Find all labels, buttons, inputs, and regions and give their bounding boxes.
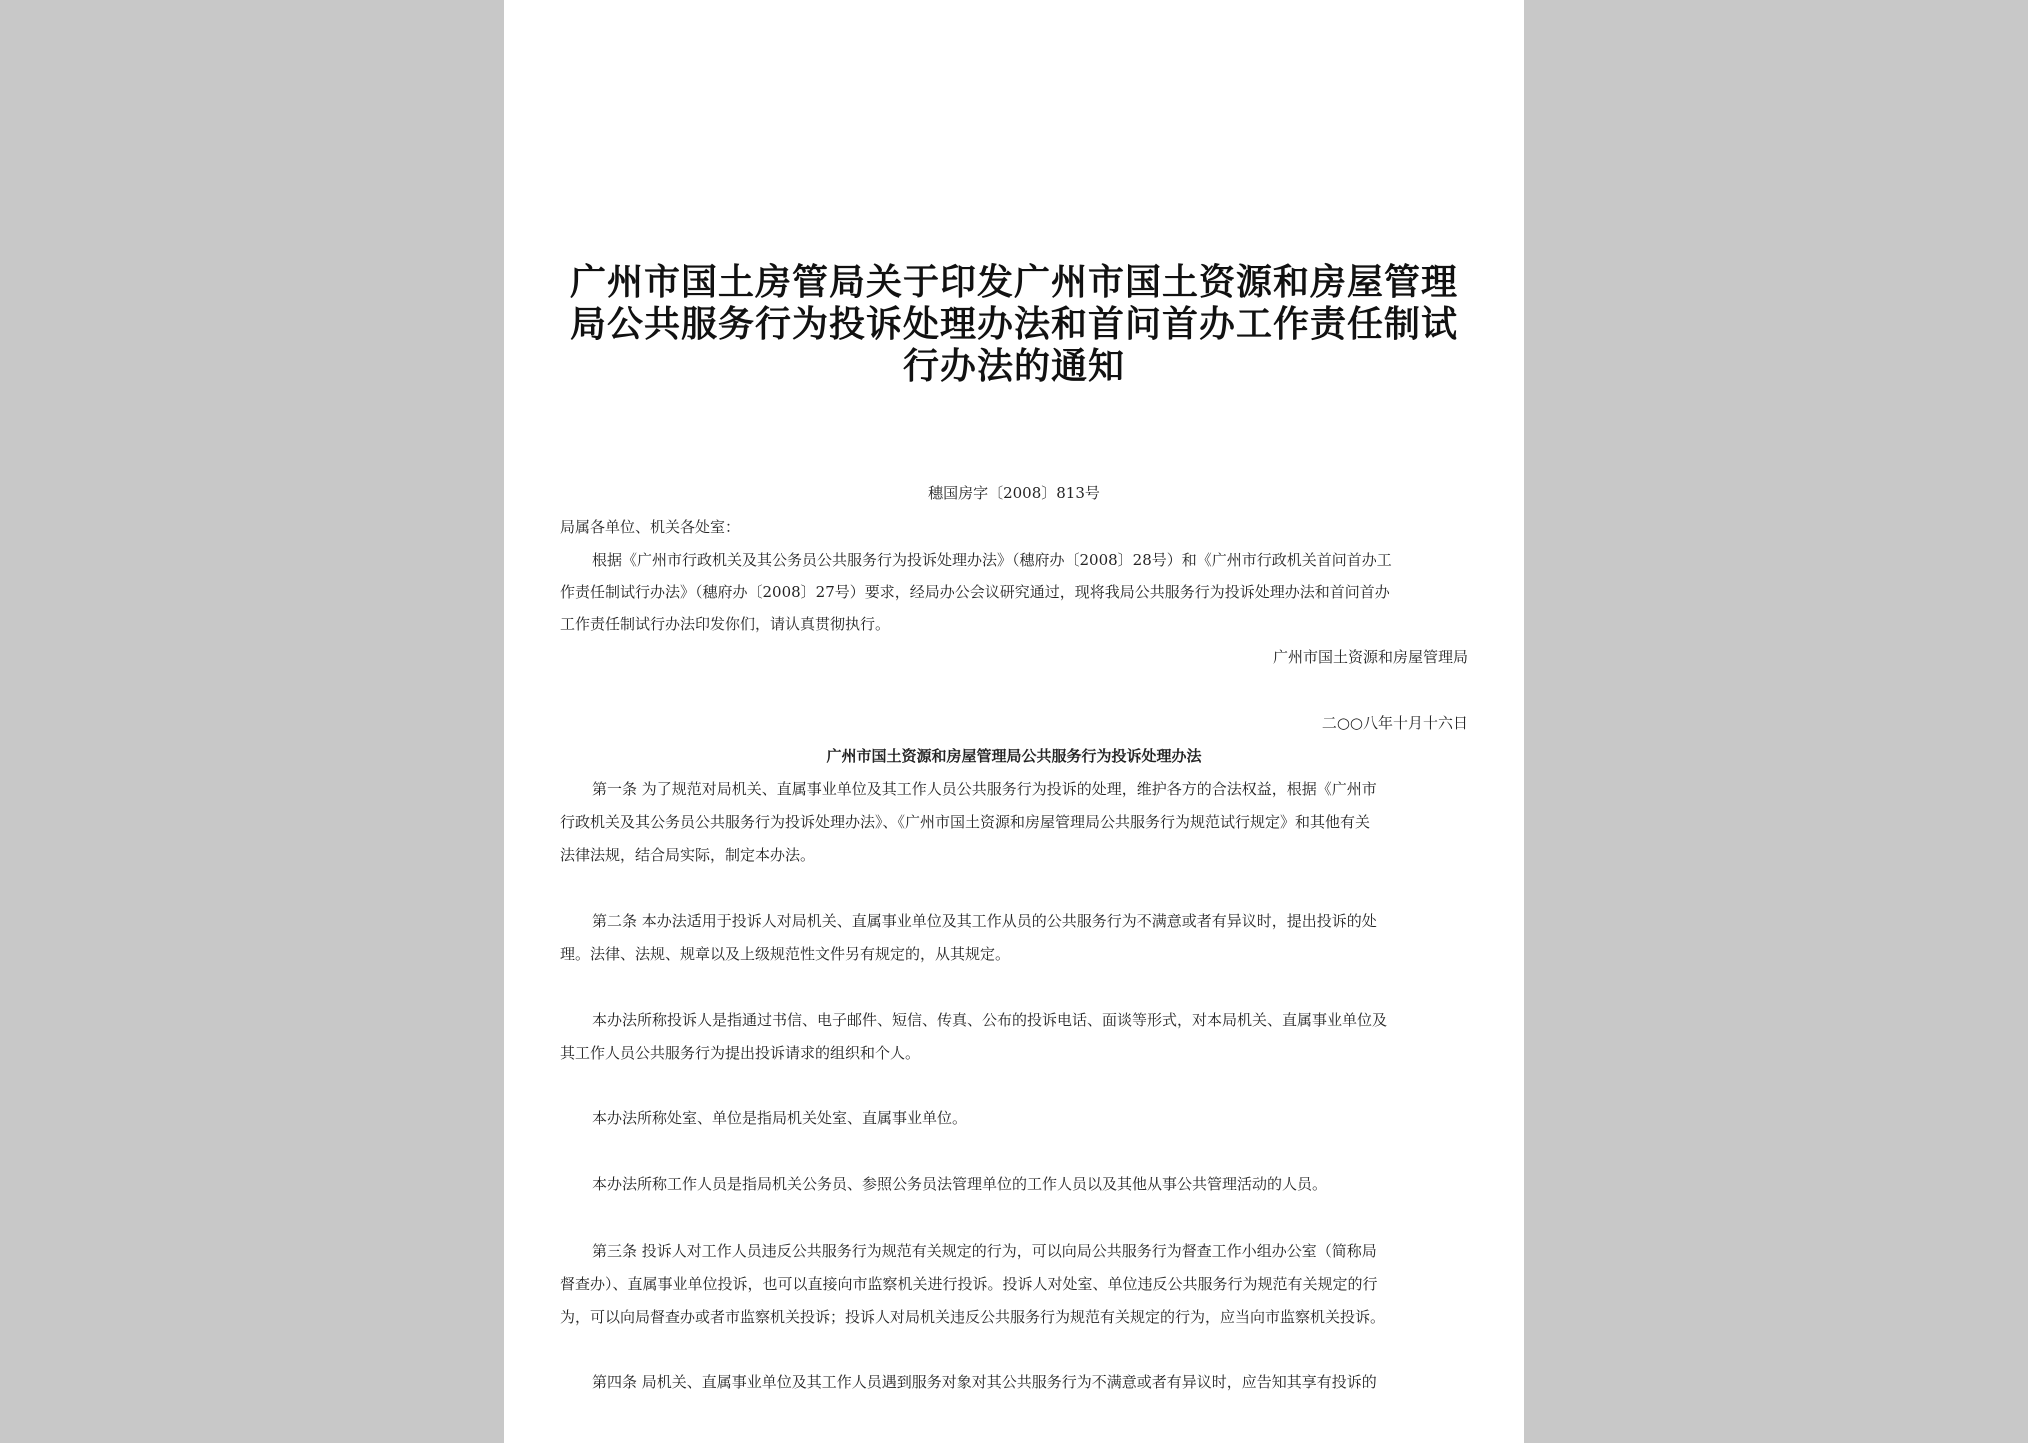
article-2-line: 第二条 本办法适用于投诉人对局机关、直属事业单位及其工作从员的公共服务行为不满意或者有异议时，提出投诉的处 <box>592 912 1377 930</box>
addressee: 局属各单位、机关各处室： <box>560 518 741 536</box>
article-1-line: 第一条 为了规范对局机关、直属事业单位及其工作人员公共服务行为投诉的处理，维护各方的合法权益，根据《广州市 <box>592 780 1377 798</box>
intro-line: 工作责任制试行办法印发你们，请认真贯彻执行。 <box>560 615 891 633</box>
doc-number: 穗国房字〔2008〕813号 <box>928 484 1100 502</box>
article-1-line: 法律法规，结合局实际，制定本办法。 <box>560 846 816 864</box>
complainant-definition-line: 本办法所称投诉人是指通过书信、电子邮件、短信、传真、公布的投诉电话、面谈等形式，对本局机关、直属事业单位及 <box>592 1011 1388 1029</box>
article-4-line: 第四条 局机关、直属事业单位及其工作人员遇到服务对象对其公共服务行为不满意或者有异议时，应告知其享有投诉的 <box>592 1373 1377 1391</box>
intro-line: 作责任制试行办法》（穗府办〔2008〕27号）要求，经局办公会议研究通过，现将我局公共服务行为投诉处理办法和首问首办 <box>560 583 1390 601</box>
title-line: 行办法的通知 <box>902 346 1125 387</box>
signature: 广州市国土资源和房屋管理局 <box>1272 648 1468 666</box>
title-line: 局公共服务行为投诉处理办法和首问首办工作责任制试 <box>569 304 1458 345</box>
staff-definition: 本办法所称工作人员是指局机关公务员、参照公务员法管理单位的工作人员以及其他从事公共管理活动的人员。 <box>592 1175 1328 1193</box>
units-definition: 本办法所称处室、单位是指局机关处室、直属事业单位。 <box>592 1109 968 1127</box>
article-1-line: 行政机关及其公务员公共服务行为投诉处理办法》、《广州市国土资源和房屋管理局公共服务行为规范试行规定》和其他有关 <box>560 813 1371 831</box>
article-3-line: 为，可以向局督查办或者市监察机关投诉；投诉人对局机关违反公共服务行为规范有关规定的行为，应当向市监察机关投诉。 <box>560 1308 1386 1326</box>
complainant-definition-line: 其工作人员公共服务行为提出投诉请求的组织和个人。 <box>560 1044 921 1062</box>
article-2-line: 理。法律、法规、规章以及上级规范性文件另有规定的，从其规定。 <box>560 945 1011 963</box>
document-title <box>560 262 1468 388</box>
document-page <box>504 0 1524 1443</box>
intro-line: 根据《广州市行政机关及其公务员公共服务行为投诉处理办法》（穗府办〔2008〕28号）和《广州市行政机关首问首办工 <box>592 551 1392 569</box>
section-subtitle: 广州市国土资源和房屋管理局公共服务行为投诉处理办法 <box>826 747 1202 765</box>
issue-date: 二○○八年十月十六日 <box>1321 714 1468 732</box>
article-3-line: 督查办）、直属事业单位投诉，也可以直接向市监察机关进行投诉。投诉人对处室、单位违反公共服务行为规范有关规定的行 <box>560 1275 1378 1293</box>
title-line: 广州市国土房管局关于印发广州市国土资源和房屋管理 <box>569 262 1458 303</box>
article-3-line: 第三条 投诉人对工作人员违反公共服务行为规范有关规定的行为，可以向局公共服务行为督查工作小组办公室（简称局 <box>592 1242 1377 1260</box>
